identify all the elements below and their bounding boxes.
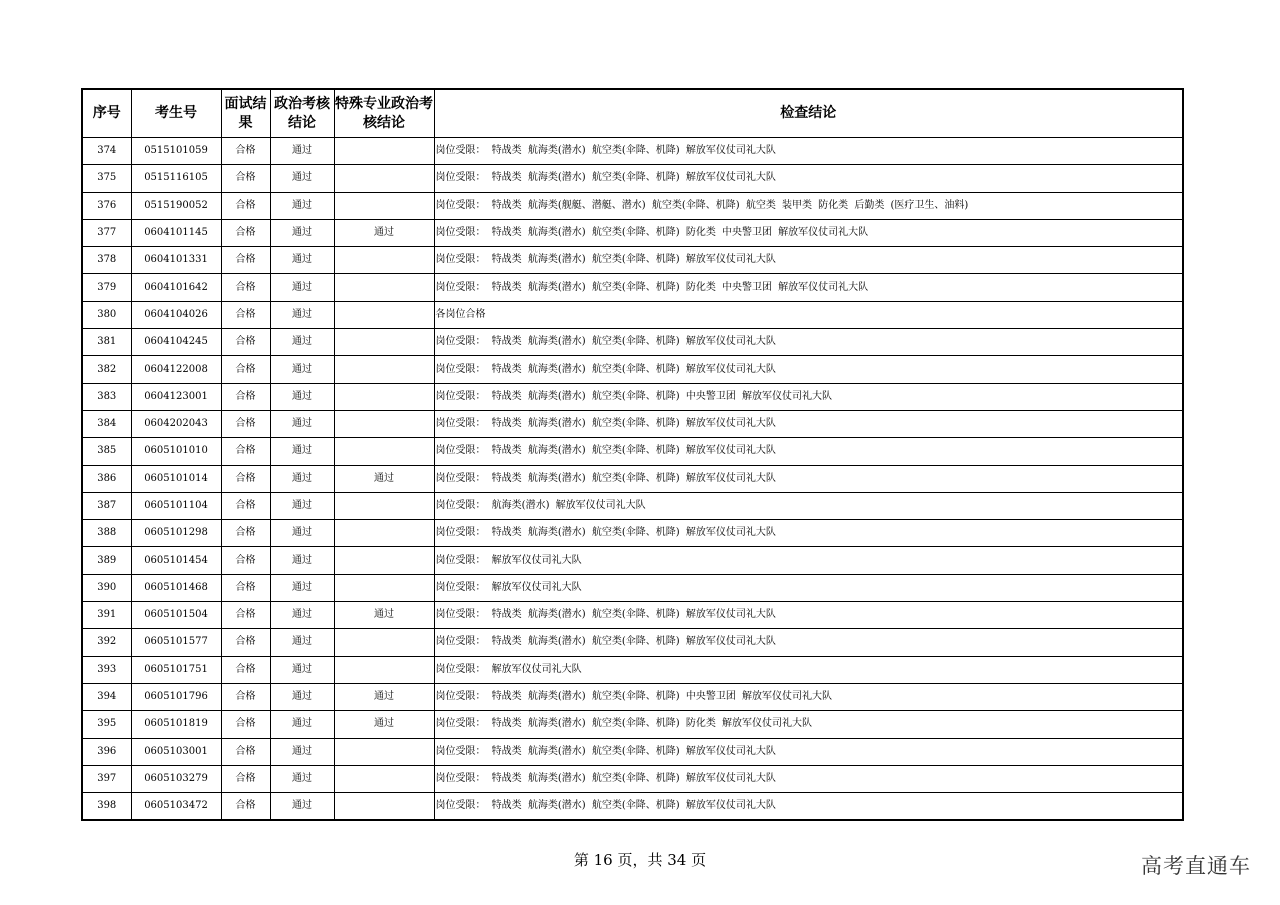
cell-special-political-result: 通过 [334, 683, 434, 710]
header-exam-no: 考生号 [131, 89, 221, 138]
cell-conclusion: 岗位受限： 特战类 航海类(潜水) 航空类(伞降、机降) 防化类 解放军仪仗司礼大队 [434, 711, 1183, 738]
cell-exam-no: 0604101642 [131, 274, 221, 301]
cell-special-political-result [334, 192, 434, 219]
cell-exam-no: 0605103001 [131, 738, 221, 765]
cell-political-result: 通过 [270, 465, 334, 492]
table-row [82, 492, 1183, 519]
cell-interview-result: 合格 [221, 765, 270, 792]
cell-conclusion: 岗位受限： 特战类 航海类(潜水) 航空类(伞降、机降) 解放军仪仗司礼大队 [434, 247, 1183, 274]
cell-exam-no: 0515190052 [131, 192, 221, 219]
cell-interview-result: 合格 [221, 492, 270, 519]
cell-interview-result: 合格 [221, 520, 270, 547]
cell-seq: 395 [82, 711, 131, 738]
cell-conclusion: 岗位受限： 特战类 航海类(潜水) 航空类(伞降、机降) 解放军仪仗司礼大队 [434, 329, 1183, 356]
cell-interview-result: 合格 [221, 438, 270, 465]
cell-political-result: 通过 [270, 192, 334, 219]
cell-exam-no: 0605101504 [131, 602, 221, 629]
cell-political-result: 通过 [270, 247, 334, 274]
cell-political-result: 通过 [270, 438, 334, 465]
cell-exam-no: 0604122008 [131, 356, 221, 383]
cell-conclusion: 各岗位合格 [434, 301, 1183, 328]
table-row [82, 629, 1183, 656]
cell-exam-no: 0605101298 [131, 520, 221, 547]
cell-conclusion: 岗位受限： 特战类 航海类(潜水) 航空类(伞降、机降) 解放军仪仗司礼大队 [434, 629, 1183, 656]
table-row [82, 329, 1183, 356]
cell-conclusion: 岗位受限： 解放军仪仗司礼大队 [434, 656, 1183, 683]
table-row [82, 410, 1183, 437]
header-interview-result: 面试结果 [221, 89, 270, 138]
cell-political-result: 通过 [270, 274, 334, 301]
table-header [82, 89, 1183, 138]
cell-special-political-result [334, 438, 434, 465]
cell-conclusion: 岗位受限： 特战类 航海类(舰艇、潜艇、潜水) 航空类(伞降、机降) 航空类 装甲类 防化类 后勤类 (医疗卫生、油料) [434, 192, 1183, 219]
cell-seq: 386 [82, 465, 131, 492]
table-row [82, 602, 1183, 629]
watermark-logo: 高考直通车 [1141, 854, 1251, 878]
cell-interview-result: 合格 [221, 793, 270, 821]
cell-conclusion: 岗位受限： 特战类 航海类(潜水) 航空类(伞降、机降) 解放军仪仗司礼大队 [434, 738, 1183, 765]
cell-special-political-result [334, 629, 434, 656]
cell-exam-no: 0605101577 [131, 629, 221, 656]
cell-political-result: 通过 [270, 711, 334, 738]
cell-seq: 380 [82, 301, 131, 328]
cell-exam-no: 0605101104 [131, 492, 221, 519]
cell-exam-no: 0515116105 [131, 165, 221, 192]
table-row [82, 711, 1183, 738]
table-row [82, 274, 1183, 301]
cell-seq: 385 [82, 438, 131, 465]
cell-conclusion: 岗位受限： 特战类 航海类(潜水) 航空类(伞降、机降) 解放军仪仗司礼大队 [434, 602, 1183, 629]
cell-special-political-result: 通过 [334, 465, 434, 492]
cell-exam-no: 0605101751 [131, 656, 221, 683]
cell-exam-no: 0604123001 [131, 383, 221, 410]
cell-conclusion: 岗位受限： 航海类(潜水) 解放军仪仗司礼大队 [434, 492, 1183, 519]
table-row [82, 383, 1183, 410]
cell-seq: 381 [82, 329, 131, 356]
cell-seq: 383 [82, 383, 131, 410]
cell-conclusion: 岗位受限： 特战类 航海类(潜水) 航空类(伞降、机降) 解放军仪仗司礼大队 [434, 138, 1183, 165]
table-row [82, 138, 1183, 165]
cell-interview-result: 合格 [221, 274, 270, 301]
cell-seq: 389 [82, 547, 131, 574]
table-row [82, 465, 1183, 492]
cell-political-result: 通过 [270, 356, 334, 383]
header-conclusion: 检查结论 [434, 89, 1183, 138]
cell-political-result: 通过 [270, 383, 334, 410]
cell-political-result: 通过 [270, 138, 334, 165]
cell-conclusion: 岗位受限： 特战类 航海类(潜水) 航空类(伞降、机降) 中央警卫团 解放军仪仗司礼大队 [434, 383, 1183, 410]
cell-interview-result: 合格 [221, 465, 270, 492]
cell-seq: 391 [82, 602, 131, 629]
cell-special-political-result [334, 738, 434, 765]
cell-interview-result: 合格 [221, 219, 270, 246]
cell-exam-no: 0605101014 [131, 465, 221, 492]
cell-seq: 376 [82, 192, 131, 219]
cell-interview-result: 合格 [221, 656, 270, 683]
cell-special-political-result [334, 656, 434, 683]
table-body [82, 138, 1183, 821]
cell-exam-no: 0605101010 [131, 438, 221, 465]
cell-political-result: 通过 [270, 738, 334, 765]
cell-seq: 388 [82, 520, 131, 547]
header-row [82, 89, 1183, 138]
cell-special-political-result: 通过 [334, 602, 434, 629]
cell-special-political-result [334, 520, 434, 547]
cell-political-result: 通过 [270, 602, 334, 629]
table-row [82, 793, 1183, 821]
cell-interview-result: 合格 [221, 165, 270, 192]
cell-interview-result: 合格 [221, 192, 270, 219]
cell-exam-no: 0605101819 [131, 711, 221, 738]
cell-conclusion: 岗位受限： 特战类 航海类(潜水) 航空类(伞降、机降) 解放军仪仗司礼大队 [434, 765, 1183, 792]
cell-special-political-result [334, 165, 434, 192]
cell-exam-no: 0604101331 [131, 247, 221, 274]
table-row [82, 247, 1183, 274]
table-row [82, 520, 1183, 547]
cell-interview-result: 合格 [221, 329, 270, 356]
cell-conclusion: 岗位受限： 特战类 航海类(潜水) 航空类(伞降、机降) 解放军仪仗司礼大队 [434, 438, 1183, 465]
cell-conclusion: 岗位受限： 特战类 航海类(潜水) 航空类(伞降、机降) 解放军仪仗司礼大队 [434, 793, 1183, 821]
cell-special-political-result [334, 793, 434, 821]
cell-conclusion: 岗位受限： 特战类 航海类(潜水) 航空类(伞降、机降) 中央警卫团 解放军仪仗司礼大队 [434, 683, 1183, 710]
table-row [82, 765, 1183, 792]
cell-seq: 396 [82, 738, 131, 765]
cell-special-political-result: 通过 [334, 711, 434, 738]
table-row [82, 356, 1183, 383]
cell-exam-no: 0604104245 [131, 329, 221, 356]
cell-conclusion: 岗位受限： 特战类 航海类(潜水) 航空类(伞降、机降) 解放军仪仗司礼大队 [434, 465, 1183, 492]
cell-seq: 384 [82, 410, 131, 437]
cell-seq: 377 [82, 219, 131, 246]
cell-seq: 393 [82, 656, 131, 683]
table-row [82, 165, 1183, 192]
cell-seq: 390 [82, 574, 131, 601]
cell-conclusion: 岗位受限： 特战类 航海类(潜水) 航空类(伞降、机降) 防化类 中央警卫团 解放军仪仗司礼大队 [434, 219, 1183, 246]
cell-special-political-result [334, 492, 434, 519]
cell-interview-result: 合格 [221, 383, 270, 410]
cell-interview-result: 合格 [221, 301, 270, 328]
cell-conclusion: 岗位受限： 解放军仪仗司礼大队 [434, 547, 1183, 574]
cell-seq: 378 [82, 247, 131, 274]
cell-special-political-result [334, 247, 434, 274]
cell-seq: 392 [82, 629, 131, 656]
table-row [82, 438, 1183, 465]
cell-conclusion: 岗位受限： 特战类 航海类(潜水) 航空类(伞降、机降) 解放军仪仗司礼大队 [434, 410, 1183, 437]
cell-special-political-result [334, 274, 434, 301]
cell-political-result: 通过 [270, 219, 334, 246]
table-row [82, 656, 1183, 683]
cell-interview-result: 合格 [221, 602, 270, 629]
cell-special-political-result [334, 138, 434, 165]
cell-special-political-result [334, 329, 434, 356]
cell-interview-result: 合格 [221, 356, 270, 383]
header-special-political-result: 特殊专业政治考核结论 [334, 89, 434, 138]
cell-exam-no: 0604202043 [131, 410, 221, 437]
cell-exam-no: 0605101468 [131, 574, 221, 601]
cell-interview-result: 合格 [221, 711, 270, 738]
cell-special-political-result [334, 547, 434, 574]
cell-conclusion: 岗位受限： 特战类 航海类(潜水) 航空类(伞降、机降) 防化类 中央警卫团 解放军仪仗司礼大队 [434, 274, 1183, 301]
cell-exam-no: 0604104026 [131, 301, 221, 328]
cell-special-political-result [334, 383, 434, 410]
cell-seq: 382 [82, 356, 131, 383]
header-political-result: 政治考核结论 [270, 89, 334, 138]
cell-political-result: 通过 [270, 492, 334, 519]
header-seq: 序号 [82, 89, 131, 138]
cell-seq: 387 [82, 492, 131, 519]
cell-political-result: 通过 [270, 165, 334, 192]
results-table [81, 88, 1184, 821]
cell-seq: 397 [82, 765, 131, 792]
cell-interview-result: 合格 [221, 738, 270, 765]
cell-special-political-result [334, 574, 434, 601]
cell-interview-result: 合格 [221, 683, 270, 710]
cell-seq: 375 [82, 165, 131, 192]
cell-exam-no: 0604101145 [131, 219, 221, 246]
table-row [82, 574, 1183, 601]
table-row [82, 192, 1183, 219]
cell-political-result: 通过 [270, 301, 334, 328]
table-row [82, 738, 1183, 765]
cell-special-political-result [334, 356, 434, 383]
cell-interview-result: 合格 [221, 574, 270, 601]
cell-political-result: 通过 [270, 329, 334, 356]
cell-interview-result: 合格 [221, 410, 270, 437]
cell-interview-result: 合格 [221, 247, 270, 274]
cell-interview-result: 合格 [221, 138, 270, 165]
cell-conclusion: 岗位受限： 特战类 航海类(潜水) 航空类(伞降、机降) 解放军仪仗司礼大队 [434, 356, 1183, 383]
cell-political-result: 通过 [270, 520, 334, 547]
cell-political-result: 通过 [270, 574, 334, 601]
page-number: 第 16 页，共 34 页 [573, 851, 707, 869]
cell-political-result: 通过 [270, 410, 334, 437]
cell-interview-result: 合格 [221, 629, 270, 656]
cell-seq: 398 [82, 793, 131, 821]
cell-political-result: 通过 [270, 656, 334, 683]
table-row [82, 547, 1183, 574]
cell-seq: 394 [82, 683, 131, 710]
cell-political-result: 通过 [270, 765, 334, 792]
table-row [82, 219, 1183, 246]
cell-conclusion: 岗位受限： 特战类 航海类(潜水) 航空类(伞降、机降) 解放军仪仗司礼大队 [434, 165, 1183, 192]
cell-interview-result: 合格 [221, 547, 270, 574]
cell-conclusion: 岗位受限： 解放军仪仗司礼大队 [434, 574, 1183, 601]
cell-political-result: 通过 [270, 793, 334, 821]
table-row [82, 301, 1183, 328]
cell-political-result: 通过 [270, 683, 334, 710]
cell-exam-no: 0515101059 [131, 138, 221, 165]
cell-special-political-result [334, 301, 434, 328]
table-row [82, 683, 1183, 710]
cell-political-result: 通过 [270, 547, 334, 574]
cell-conclusion: 岗位受限： 特战类 航海类(潜水) 航空类(伞降、机降) 解放军仪仗司礼大队 [434, 520, 1183, 547]
cell-exam-no: 0605101796 [131, 683, 221, 710]
cell-exam-no: 0605101454 [131, 547, 221, 574]
cell-seq: 374 [82, 138, 131, 165]
cell-special-political-result [334, 765, 434, 792]
cell-political-result: 通过 [270, 629, 334, 656]
cell-seq: 379 [82, 274, 131, 301]
cell-exam-no: 0605103279 [131, 765, 221, 792]
cell-exam-no: 0605103472 [131, 793, 221, 821]
cell-special-political-result: 通过 [334, 219, 434, 246]
cell-special-political-result [334, 410, 434, 437]
